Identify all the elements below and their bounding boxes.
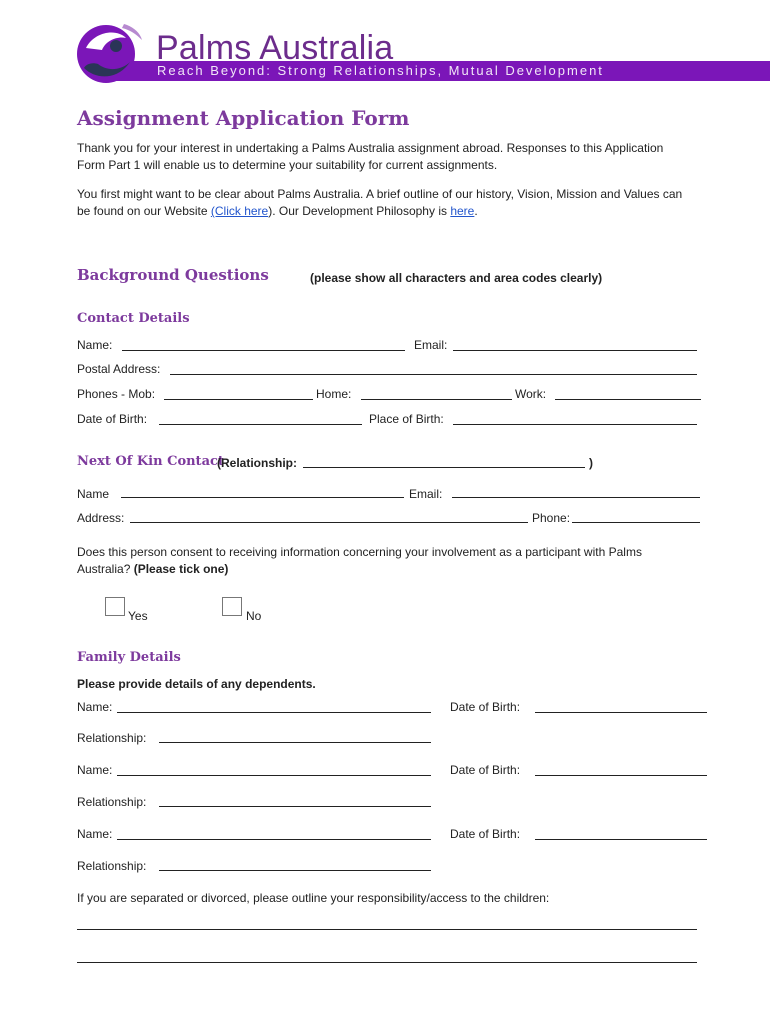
postal-address-label: Postal Address: xyxy=(77,362,161,376)
separated-answer-line-1[interactable] xyxy=(77,929,697,930)
dob-label: Date of Birth: xyxy=(77,412,148,426)
outline-text: You first might want to be clear about Palms Australia. A brief outline of our history, Vision, Mission and Values can be found on our Website xyxy=(77,187,683,218)
dependent-3-dob-label: Date of Birth: xyxy=(450,827,521,841)
dependent-1-relationship-label: Relationship: xyxy=(77,731,147,745)
dependent-2-relationship-label: Relationship: xyxy=(77,795,147,809)
contact-heading: Contact Details xyxy=(77,311,190,326)
consent-question-text: Does this person consent to receiving information concerning your involvement as a participant with Palms Australia? xyxy=(77,545,642,576)
separated-question: If you are separated or divorced, please outline your responsibility/access to the children: xyxy=(77,891,550,905)
consent-no-checkbox[interactable] xyxy=(222,597,242,616)
kin-relationship-field[interactable] xyxy=(303,467,585,468)
dependent-1-name-label: Name: xyxy=(77,700,113,714)
dependent-1-dob-field[interactable] xyxy=(535,712,707,713)
phone-home-label: Home: xyxy=(316,387,352,401)
contact-email-field[interactable] xyxy=(453,350,697,351)
page-title: Assignment Application Form xyxy=(77,106,410,130)
family-heading: Family Details xyxy=(77,650,181,665)
kin-close-paren: ) xyxy=(589,456,593,470)
brand-name: Palms Australia xyxy=(156,29,394,67)
brand-tagline: Reach Beyond: Strong Relationships, Mutual Development xyxy=(157,63,604,78)
consent-yes-checkbox[interactable] xyxy=(105,597,125,616)
dependent-3-name-label: Name: xyxy=(77,827,113,841)
phone-mob-label: Phones - Mob: xyxy=(77,387,156,401)
phone-home-field[interactable] xyxy=(361,399,512,400)
phone-work-field[interactable] xyxy=(555,399,701,400)
website-link[interactable]: (Click here xyxy=(210,204,269,218)
dependent-1-dob-label: Date of Birth: xyxy=(450,700,521,714)
dependent-2-relationship-field[interactable] xyxy=(159,806,431,807)
kin-phone-field[interactable] xyxy=(572,522,700,523)
family-instruction: Please provide details of any dependents. xyxy=(77,677,316,691)
pob-field[interactable] xyxy=(453,424,697,425)
pob-label: Place of Birth: xyxy=(369,412,444,426)
dob-field[interactable] xyxy=(159,424,362,425)
dependent-3-dob-field[interactable] xyxy=(535,839,707,840)
kin-name-field[interactable] xyxy=(121,497,404,498)
kin-email-field[interactable] xyxy=(452,497,700,498)
consent-instruction: (Please tick one) xyxy=(133,562,229,576)
dependent-3-relationship-field[interactable] xyxy=(159,870,431,871)
contact-name-label: Name: xyxy=(77,338,113,352)
kin-heading: Next Of Kin Contact xyxy=(77,454,224,469)
dependent-1-relationship-field[interactable] xyxy=(159,742,431,743)
kin-name-label: Name xyxy=(77,487,110,501)
dependent-3-relationship-label: Relationship: xyxy=(77,859,147,873)
consent-yes-label: Yes xyxy=(128,609,148,623)
contact-name-field[interactable] xyxy=(122,350,405,351)
dependent-3-name-field[interactable] xyxy=(117,839,431,840)
dependent-1-name-field[interactable] xyxy=(117,712,431,713)
kin-email-label: Email: xyxy=(409,487,443,501)
phone-mob-field[interactable] xyxy=(164,399,313,400)
intro-paragraph: Thank you for your interest in undertaking a Palms Australia assignment abroad. Responses to this Application Form Part 1 will enable us to determine your suitability for current assignments. xyxy=(77,141,664,172)
palms-logo-icon xyxy=(72,18,144,84)
outline-paragraph xyxy=(77,186,692,220)
outline-mid-text: ). Our Development Philosophy is xyxy=(268,204,451,218)
postal-address-field[interactable] xyxy=(170,374,697,375)
kin-phone-label: Phone: xyxy=(532,511,571,525)
outline-end-text: . xyxy=(474,204,478,218)
background-note: (please show all characters and area codes clearly) xyxy=(310,271,603,285)
dependent-2-dob-label: Date of Birth: xyxy=(450,763,521,777)
phone-work-label: Work: xyxy=(515,387,547,401)
consent-no-label: No xyxy=(246,609,262,623)
separated-answer-line-2[interactable] xyxy=(77,962,697,963)
contact-email-label: Email: xyxy=(414,338,448,352)
dependent-2-dob-field[interactable] xyxy=(535,775,707,776)
kin-address-field[interactable] xyxy=(130,522,528,523)
philosophy-link[interactable]: here xyxy=(450,204,475,218)
kin-relationship-label: (Relationship: xyxy=(217,456,297,470)
dependent-2-name-label: Name: xyxy=(77,763,113,777)
background-heading: Background Questions xyxy=(77,266,269,284)
dependent-2-name-field[interactable] xyxy=(117,775,431,776)
kin-address-label: Address: xyxy=(77,511,125,525)
consent-question xyxy=(77,544,677,578)
